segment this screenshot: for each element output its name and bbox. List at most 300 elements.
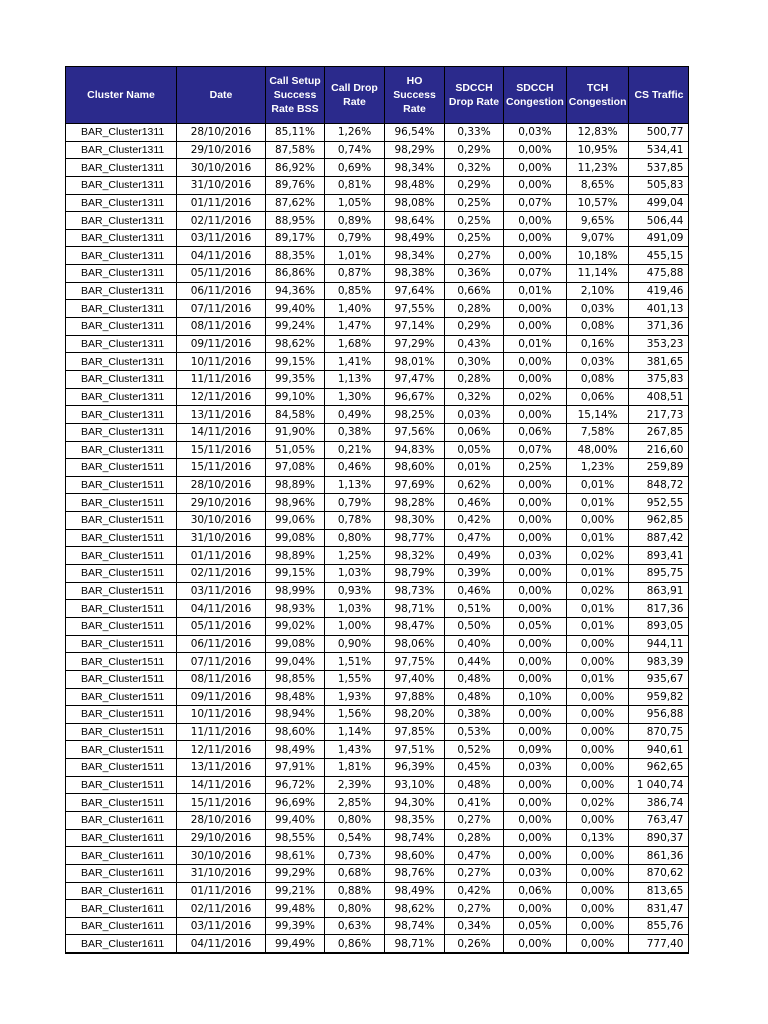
table-row (66, 759, 689, 777)
cell-cluster-name: BAR_Cluster1511 (66, 670, 177, 688)
cell-cluster-name: BAR_Cluster1311 (66, 300, 177, 318)
cell-cs-traffic: 863,91 (629, 582, 689, 600)
cell-call-setup-success-rate: 99,24% (266, 318, 325, 336)
cell-tch-congestion: 9,07% (566, 229, 629, 247)
cell-cs-traffic: 475,88 (629, 265, 689, 283)
cell-ho-success-rate: 98,60% (385, 847, 445, 865)
cell-tch-congestion: 0,00% (566, 759, 629, 777)
cell-sdcch-drop-rate: 0,27% (445, 811, 504, 829)
cell-date: 14/11/2016 (177, 776, 266, 794)
cell-call-drop-rate: 1,40% (325, 300, 385, 318)
cell-ho-success-rate: 98,73% (385, 582, 445, 600)
table-row (66, 670, 689, 688)
cell-tch-congestion: 0,03% (566, 300, 629, 318)
cell-date: 05/11/2016 (177, 265, 266, 283)
cell-cs-traffic: 777,40 (629, 935, 689, 953)
cell-call-drop-rate: 1,25% (325, 547, 385, 565)
cell-sdcch-drop-rate: 0,51% (445, 600, 504, 618)
cell-call-setup-success-rate: 98,60% (266, 723, 325, 741)
cell-sdcch-congestion: 0,03% (504, 547, 567, 565)
cell-call-drop-rate: 1,68% (325, 335, 385, 353)
cell-ho-success-rate: 96,54% (385, 124, 445, 142)
cell-ho-success-rate: 98,74% (385, 917, 445, 935)
table-header (66, 67, 689, 124)
cell-sdcch-drop-rate: 0,50% (445, 617, 504, 635)
cell-call-drop-rate: 2,39% (325, 776, 385, 794)
cell-cs-traffic: 817,36 (629, 600, 689, 618)
cell-cluster-name: BAR_Cluster1511 (66, 565, 177, 583)
cell-tch-congestion: 0,00% (566, 811, 629, 829)
cell-ho-success-rate: 98,71% (385, 600, 445, 618)
cell-date: 04/11/2016 (177, 935, 266, 953)
cell-call-setup-success-rate: 86,86% (266, 265, 325, 283)
table-row (66, 141, 689, 159)
cell-sdcch-congestion: 0,00% (504, 829, 567, 847)
table-row (66, 194, 689, 212)
table-row (66, 547, 689, 565)
cell-call-drop-rate: 0,21% (325, 441, 385, 459)
cell-call-drop-rate: 0,93% (325, 582, 385, 600)
cell-sdcch-congestion: 0,09% (504, 741, 567, 759)
cell-cs-traffic: 895,75 (629, 565, 689, 583)
cell-sdcch-congestion: 0,01% (504, 335, 567, 353)
table-row (66, 318, 689, 336)
cell-call-setup-success-rate: 91,90% (266, 423, 325, 441)
cell-ho-success-rate: 97,40% (385, 670, 445, 688)
cell-tch-congestion: 15,14% (566, 406, 629, 424)
cell-ho-success-rate: 98,48% (385, 176, 445, 194)
cell-sdcch-drop-rate: 0,45% (445, 759, 504, 777)
cell-cs-traffic: 1 040,74 (629, 776, 689, 794)
table-row (66, 723, 689, 741)
table-row (66, 794, 689, 812)
cell-cs-traffic: 893,05 (629, 617, 689, 635)
cell-date: 09/11/2016 (177, 335, 266, 353)
cell-date: 13/11/2016 (177, 406, 266, 424)
cell-date: 11/11/2016 (177, 370, 266, 388)
cell-call-setup-success-rate: 98,89% (266, 476, 325, 494)
table-row (66, 776, 689, 794)
cell-tch-congestion: 0,00% (566, 900, 629, 918)
cell-sdcch-drop-rate: 0,53% (445, 723, 504, 741)
cell-sdcch-drop-rate: 0,41% (445, 794, 504, 812)
cell-ho-success-rate: 98,38% (385, 265, 445, 283)
cell-date: 11/11/2016 (177, 723, 266, 741)
cell-tch-congestion: 0,00% (566, 512, 629, 530)
cell-call-setup-success-rate: 97,08% (266, 459, 325, 477)
cell-ho-success-rate: 94,83% (385, 441, 445, 459)
cell-cs-traffic: 353,23 (629, 335, 689, 353)
cell-ho-success-rate: 98,01% (385, 353, 445, 371)
table-row (66, 176, 689, 194)
cell-ho-success-rate: 98,71% (385, 935, 445, 953)
cell-tch-congestion: 2,10% (566, 282, 629, 300)
cell-cs-traffic: 505,83 (629, 176, 689, 194)
cell-sdcch-congestion: 0,00% (504, 600, 567, 618)
table-row (66, 847, 689, 865)
cell-sdcch-congestion: 0,05% (504, 917, 567, 935)
cell-date: 30/10/2016 (177, 847, 266, 865)
cell-cluster-name: BAR_Cluster1611 (66, 864, 177, 882)
cell-cluster-name: BAR_Cluster1311 (66, 406, 177, 424)
table-row (66, 353, 689, 371)
cell-tch-congestion: 12,83% (566, 124, 629, 142)
cell-sdcch-congestion: 0,00% (504, 706, 567, 724)
cell-sdcch-drop-rate: 0,48% (445, 776, 504, 794)
cell-date: 28/10/2016 (177, 811, 266, 829)
cell-sdcch-congestion: 0,00% (504, 212, 567, 230)
cell-cluster-name: BAR_Cluster1311 (66, 335, 177, 353)
cell-ho-success-rate: 97,56% (385, 423, 445, 441)
cell-sdcch-drop-rate: 0,46% (445, 494, 504, 512)
cell-cs-traffic: 952,55 (629, 494, 689, 512)
cell-cluster-name: BAR_Cluster1311 (66, 176, 177, 194)
cell-date: 15/11/2016 (177, 794, 266, 812)
cell-date: 03/11/2016 (177, 582, 266, 600)
cell-sdcch-congestion: 0,06% (504, 882, 567, 900)
table-row (66, 459, 689, 477)
cell-call-drop-rate: 1,56% (325, 706, 385, 724)
cell-sdcch-drop-rate: 0,46% (445, 582, 504, 600)
cell-ho-success-rate: 98,47% (385, 617, 445, 635)
cell-sdcch-congestion: 0,00% (504, 318, 567, 336)
cell-sdcch-drop-rate: 0,49% (445, 547, 504, 565)
cell-sdcch-congestion: 0,03% (504, 759, 567, 777)
cell-call-setup-success-rate: 98,94% (266, 706, 325, 724)
cell-call-setup-success-rate: 88,95% (266, 212, 325, 230)
cell-date: 10/11/2016 (177, 706, 266, 724)
cell-tch-congestion: 0,01% (566, 670, 629, 688)
cell-date: 28/10/2016 (177, 476, 266, 494)
cell-sdcch-drop-rate: 0,25% (445, 194, 504, 212)
cell-date: 06/11/2016 (177, 282, 266, 300)
table-row (66, 212, 689, 230)
cell-cs-traffic: 944,11 (629, 635, 689, 653)
cell-tch-congestion: 0,01% (566, 494, 629, 512)
cell-sdcch-drop-rate: 0,33% (445, 124, 504, 142)
cell-call-drop-rate: 0,80% (325, 811, 385, 829)
cell-call-drop-rate: 0,74% (325, 141, 385, 159)
cell-cluster-name: BAR_Cluster1311 (66, 423, 177, 441)
cell-cs-traffic: 499,04 (629, 194, 689, 212)
cell-ho-success-rate: 98,49% (385, 229, 445, 247)
cell-sdcch-drop-rate: 0,26% (445, 935, 504, 953)
cell-call-drop-rate: 0,73% (325, 847, 385, 865)
table-row (66, 829, 689, 847)
cell-ho-success-rate: 98,64% (385, 212, 445, 230)
cell-call-drop-rate: 0,79% (325, 494, 385, 512)
cell-sdcch-drop-rate: 0,27% (445, 900, 504, 918)
cell-sdcch-drop-rate: 0,47% (445, 847, 504, 865)
cell-cluster-name: BAR_Cluster1511 (66, 617, 177, 635)
cell-call-drop-rate: 0,68% (325, 864, 385, 882)
cell-call-drop-rate: 1,43% (325, 741, 385, 759)
cell-call-setup-success-rate: 99,21% (266, 882, 325, 900)
cell-call-drop-rate: 0,54% (325, 829, 385, 847)
cell-ho-success-rate: 98,77% (385, 529, 445, 547)
cell-sdcch-congestion: 0,00% (504, 247, 567, 265)
cell-tch-congestion: 0,00% (566, 935, 629, 953)
cell-tch-congestion: 0,08% (566, 370, 629, 388)
cell-ho-success-rate: 98,32% (385, 547, 445, 565)
cell-ho-success-rate: 96,67% (385, 388, 445, 406)
cell-tch-congestion: 48,00% (566, 441, 629, 459)
cell-tch-congestion: 0,01% (566, 617, 629, 635)
cell-cs-traffic: 940,61 (629, 741, 689, 759)
cell-call-setup-success-rate: 99,40% (266, 300, 325, 318)
cell-call-setup-success-rate: 99,29% (266, 864, 325, 882)
header-call-setup-success-rate: Call Setup Success Rate BSS (266, 67, 325, 124)
cell-tch-congestion: 9,65% (566, 212, 629, 230)
cell-sdcch-congestion: 0,00% (504, 565, 567, 583)
table-row (66, 370, 689, 388)
cell-tch-congestion: 0,01% (566, 476, 629, 494)
cell-cs-traffic: 893,41 (629, 547, 689, 565)
cell-sdcch-congestion: 0,01% (504, 282, 567, 300)
cell-date: 04/11/2016 (177, 600, 266, 618)
cell-tch-congestion: 0,00% (566, 776, 629, 794)
cell-call-drop-rate: 0,81% (325, 176, 385, 194)
cell-call-setup-success-rate: 99,35% (266, 370, 325, 388)
table-row (66, 124, 689, 142)
cell-cluster-name: BAR_Cluster1511 (66, 635, 177, 653)
cell-ho-success-rate: 98,79% (385, 565, 445, 583)
cell-sdcch-drop-rate: 0,03% (445, 406, 504, 424)
cell-ho-success-rate: 98,60% (385, 459, 445, 477)
cell-call-drop-rate: 0,88% (325, 882, 385, 900)
cell-sdcch-drop-rate: 0,29% (445, 141, 504, 159)
cell-cluster-name: BAR_Cluster1611 (66, 900, 177, 918)
cell-tch-congestion: 0,00% (566, 864, 629, 882)
cell-sdcch-congestion: 0,00% (504, 406, 567, 424)
cell-sdcch-drop-rate: 0,43% (445, 335, 504, 353)
cell-cluster-name: BAR_Cluster1611 (66, 829, 177, 847)
cell-cs-traffic: 935,67 (629, 670, 689, 688)
cell-ho-success-rate: 97,88% (385, 688, 445, 706)
table-row (66, 935, 689, 953)
cell-cluster-name: BAR_Cluster1611 (66, 882, 177, 900)
cell-call-setup-success-rate: 85,11% (266, 124, 325, 142)
cell-sdcch-drop-rate: 0,29% (445, 318, 504, 336)
cell-date: 09/11/2016 (177, 688, 266, 706)
table-row (66, 565, 689, 583)
cell-date: 08/11/2016 (177, 318, 266, 336)
cell-sdcch-congestion: 0,00% (504, 494, 567, 512)
cell-sdcch-drop-rate: 0,42% (445, 512, 504, 530)
cell-date: 30/10/2016 (177, 512, 266, 530)
cell-tch-congestion: 0,00% (566, 882, 629, 900)
cell-sdcch-drop-rate: 0,32% (445, 388, 504, 406)
header-ho-success-rate: HO Success Rate (385, 67, 445, 124)
cell-sdcch-congestion: 0,25% (504, 459, 567, 477)
kpi-table (65, 66, 689, 954)
cell-ho-success-rate: 98,74% (385, 829, 445, 847)
cell-date: 03/11/2016 (177, 229, 266, 247)
cell-ho-success-rate: 98,29% (385, 141, 445, 159)
cell-cs-traffic: 855,76 (629, 917, 689, 935)
table-row (66, 441, 689, 459)
cell-cluster-name: BAR_Cluster1311 (66, 159, 177, 177)
table-row (66, 688, 689, 706)
cell-date: 02/11/2016 (177, 212, 266, 230)
cell-call-drop-rate: 0,38% (325, 423, 385, 441)
cell-cs-traffic: 848,72 (629, 476, 689, 494)
cell-ho-success-rate: 98,30% (385, 512, 445, 530)
cell-call-drop-rate: 1,51% (325, 653, 385, 671)
cell-cluster-name: BAR_Cluster1511 (66, 582, 177, 600)
cell-tch-congestion: 0,13% (566, 829, 629, 847)
cell-sdcch-drop-rate: 0,28% (445, 829, 504, 847)
cell-cluster-name: BAR_Cluster1511 (66, 723, 177, 741)
cell-ho-success-rate: 97,47% (385, 370, 445, 388)
cell-ho-success-rate: 97,55% (385, 300, 445, 318)
cell-cs-traffic: 831,47 (629, 900, 689, 918)
cell-cluster-name: BAR_Cluster1311 (66, 441, 177, 459)
cell-sdcch-drop-rate: 0,29% (445, 176, 504, 194)
cell-cs-traffic: 419,46 (629, 282, 689, 300)
cell-call-setup-success-rate: 99,10% (266, 388, 325, 406)
cell-sdcch-congestion: 0,00% (504, 176, 567, 194)
cell-cluster-name: BAR_Cluster1511 (66, 476, 177, 494)
cell-date: 15/11/2016 (177, 459, 266, 477)
header-row (66, 67, 689, 124)
table-row (66, 335, 689, 353)
cell-sdcch-congestion: 0,07% (504, 441, 567, 459)
cell-call-drop-rate: 0,78% (325, 512, 385, 530)
cell-call-drop-rate: 0,87% (325, 265, 385, 283)
cell-ho-success-rate: 96,39% (385, 759, 445, 777)
cell-call-setup-success-rate: 99,49% (266, 935, 325, 953)
cell-sdcch-drop-rate: 0,48% (445, 670, 504, 688)
cell-call-setup-success-rate: 99,40% (266, 811, 325, 829)
cell-cluster-name: BAR_Cluster1511 (66, 494, 177, 512)
cell-sdcch-drop-rate: 0,30% (445, 353, 504, 371)
cell-call-drop-rate: 1,14% (325, 723, 385, 741)
cell-ho-success-rate: 98,28% (385, 494, 445, 512)
cell-sdcch-congestion: 0,03% (504, 124, 567, 142)
cell-sdcch-drop-rate: 0,32% (445, 159, 504, 177)
cell-call-drop-rate: 0,63% (325, 917, 385, 935)
cell-tch-congestion: 0,00% (566, 706, 629, 724)
cell-tch-congestion: 11,14% (566, 265, 629, 283)
cell-cluster-name: BAR_Cluster1511 (66, 688, 177, 706)
cell-cs-traffic: 386,74 (629, 794, 689, 812)
cell-date: 10/11/2016 (177, 353, 266, 371)
cell-cs-traffic: 371,36 (629, 318, 689, 336)
cell-sdcch-drop-rate: 0,62% (445, 476, 504, 494)
table-body (66, 124, 689, 953)
cell-call-setup-success-rate: 87,62% (266, 194, 325, 212)
table-row (66, 388, 689, 406)
cell-sdcch-drop-rate: 0,36% (445, 265, 504, 283)
cell-call-setup-success-rate: 98,61% (266, 847, 325, 865)
cell-date: 12/11/2016 (177, 741, 266, 759)
cell-cs-traffic: 500,77 (629, 124, 689, 142)
cell-date: 31/10/2016 (177, 864, 266, 882)
cell-date: 13/11/2016 (177, 759, 266, 777)
cell-call-setup-success-rate: 98,89% (266, 547, 325, 565)
cell-tch-congestion: 0,02% (566, 794, 629, 812)
table-row (66, 494, 689, 512)
cell-call-drop-rate: 1,13% (325, 476, 385, 494)
cell-cluster-name: BAR_Cluster1511 (66, 794, 177, 812)
cell-tch-congestion: 0,00% (566, 635, 629, 653)
cell-cs-traffic: 962,65 (629, 759, 689, 777)
cell-call-setup-success-rate: 88,35% (266, 247, 325, 265)
cell-ho-success-rate: 98,25% (385, 406, 445, 424)
cell-call-setup-success-rate: 98,96% (266, 494, 325, 512)
cell-call-drop-rate: 1,93% (325, 688, 385, 706)
table-row (66, 512, 689, 530)
cell-date: 01/11/2016 (177, 194, 266, 212)
table-row (66, 864, 689, 882)
cell-tch-congestion: 8,65% (566, 176, 629, 194)
cell-sdcch-congestion: 0,00% (504, 935, 567, 953)
table-row (66, 635, 689, 653)
cell-call-drop-rate: 1,03% (325, 565, 385, 583)
cell-call-setup-success-rate: 99,15% (266, 565, 325, 583)
cell-call-drop-rate: 1,05% (325, 194, 385, 212)
cell-sdcch-drop-rate: 0,25% (445, 229, 504, 247)
cell-cluster-name: BAR_Cluster1611 (66, 847, 177, 865)
table-row (66, 582, 689, 600)
cell-cs-traffic: 408,51 (629, 388, 689, 406)
cell-call-setup-success-rate: 98,55% (266, 829, 325, 847)
cell-sdcch-congestion: 0,05% (504, 617, 567, 635)
cell-call-drop-rate: 1,13% (325, 370, 385, 388)
cell-sdcch-congestion: 0,00% (504, 670, 567, 688)
cell-tch-congestion: 0,00% (566, 847, 629, 865)
cell-tch-congestion: 0,02% (566, 582, 629, 600)
cell-cluster-name: BAR_Cluster1311 (66, 229, 177, 247)
cell-ho-success-rate: 98,76% (385, 864, 445, 882)
table-row (66, 617, 689, 635)
cell-ho-success-rate: 98,62% (385, 900, 445, 918)
cell-call-setup-success-rate: 98,62% (266, 335, 325, 353)
cell-call-drop-rate: 0,80% (325, 529, 385, 547)
cell-cs-traffic: 375,83 (629, 370, 689, 388)
cell-sdcch-congestion: 0,00% (504, 141, 567, 159)
cell-call-drop-rate: 0,86% (325, 935, 385, 953)
cell-call-setup-success-rate: 94,36% (266, 282, 325, 300)
cell-cluster-name: BAR_Cluster1311 (66, 370, 177, 388)
header-sdcch-drop-rate: SDCCH Drop Rate (445, 67, 504, 124)
cell-sdcch-congestion: 0,03% (504, 864, 567, 882)
cell-call-setup-success-rate: 84,58% (266, 406, 325, 424)
cell-cluster-name: BAR_Cluster1311 (66, 194, 177, 212)
cell-date: 14/11/2016 (177, 423, 266, 441)
table-row (66, 476, 689, 494)
cell-ho-success-rate: 97,69% (385, 476, 445, 494)
cell-cs-traffic: 956,88 (629, 706, 689, 724)
cell-sdcch-drop-rate: 0,44% (445, 653, 504, 671)
cell-tch-congestion: 0,00% (566, 653, 629, 671)
cell-ho-success-rate: 97,64% (385, 282, 445, 300)
cell-call-drop-rate: 0,80% (325, 900, 385, 918)
cell-call-setup-success-rate: 98,93% (266, 600, 325, 618)
cell-cluster-name: BAR_Cluster1511 (66, 653, 177, 671)
cell-call-setup-success-rate: 87,58% (266, 141, 325, 159)
cell-sdcch-congestion: 0,00% (504, 582, 567, 600)
cell-cs-traffic: 861,36 (629, 847, 689, 865)
cell-cs-traffic: 537,85 (629, 159, 689, 177)
cell-sdcch-congestion: 0,00% (504, 794, 567, 812)
cell-call-setup-success-rate: 98,48% (266, 688, 325, 706)
cell-call-setup-success-rate: 96,72% (266, 776, 325, 794)
table-row (66, 917, 689, 935)
cell-ho-success-rate: 97,51% (385, 741, 445, 759)
cell-sdcch-congestion: 0,00% (504, 723, 567, 741)
